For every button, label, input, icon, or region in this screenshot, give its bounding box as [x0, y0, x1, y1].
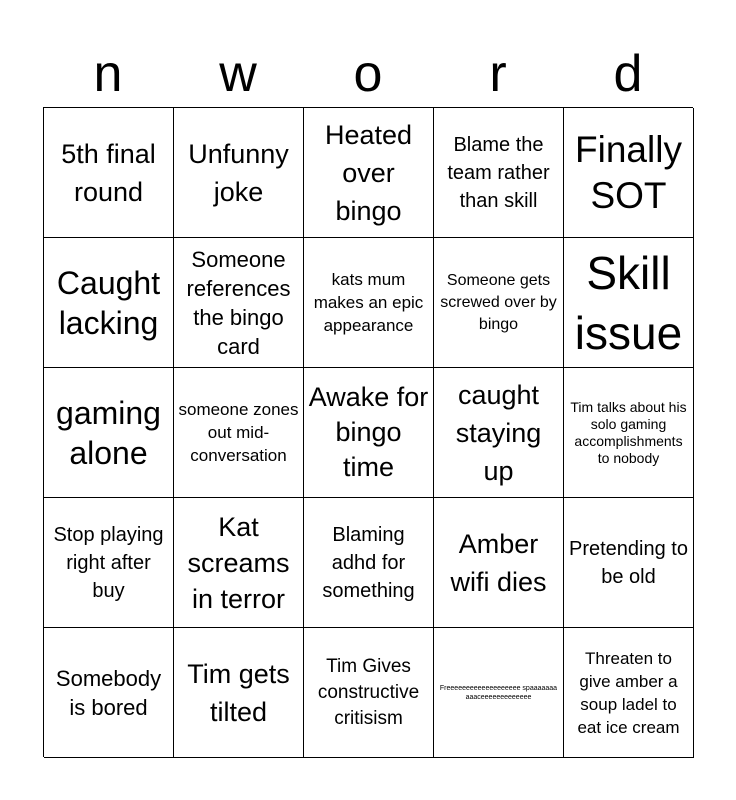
cell-text: 5th final round	[61, 138, 156, 207]
bingo-cell[interactable]	[44, 628, 174, 758]
bingo-cell[interactable]	[434, 498, 564, 628]
bingo-cell[interactable]	[44, 108, 174, 238]
cell-text: Stop playing right after buy	[53, 523, 164, 602]
cell-text: Amber wifi dies	[450, 528, 547, 597]
cell-text: Unfunny joke	[188, 138, 289, 207]
bingo-cell[interactable]	[304, 498, 434, 628]
bingo-cell[interactable]	[564, 368, 694, 498]
cell-text: Caught lacking	[56, 264, 161, 341]
bingo-cell[interactable]	[174, 628, 304, 758]
bingo-cell[interactable]	[564, 498, 694, 628]
cell-text: Kat screams in terror	[187, 511, 290, 614]
cell-text: Blame the team rather than skill	[447, 133, 550, 212]
bingo-cell[interactable]	[564, 108, 694, 238]
bingo-cell[interactable]	[44, 368, 174, 498]
cell-text: Tim gets tilted	[187, 658, 290, 727]
cell-text: Heated over bingo	[324, 119, 413, 226]
bingo-cell[interactable]	[174, 108, 304, 238]
bingo-cell[interactable]	[434, 238, 564, 368]
cell-text: someone zones out mid-conversation	[178, 400, 299, 465]
bingo-header	[43, 40, 693, 108]
cell-text: gaming alone	[56, 394, 161, 471]
cell-text: Somebody is bored	[55, 665, 162, 720]
header-letter: n	[93, 45, 123, 103]
cell-text: Pretending to be old	[569, 537, 688, 588]
cell-text: Threaten to give amber a soup ladel to eat ice cream	[577, 648, 680, 737]
header-letter: w	[219, 45, 257, 103]
bingo-cell[interactable]	[564, 238, 694, 368]
bingo-cell[interactable]	[304, 238, 434, 368]
header-letter: o	[353, 45, 383, 103]
cell-text: kats mum makes an epic appearance	[313, 270, 424, 335]
bingo-cell[interactable]	[434, 628, 564, 758]
cell-text: Freeeeeeeeeeeeeeeeeee spaaaaaaaaaaceeeeeeeeeeeee	[439, 684, 558, 701]
cell-text: Skill issue	[574, 246, 683, 359]
cell-text: Someone gets screwed over by bingo	[440, 271, 557, 333]
bingo-cell[interactable]	[304, 108, 434, 238]
bingo-cell[interactable]	[174, 238, 304, 368]
bingo-cell[interactable]	[174, 498, 304, 628]
header-letter: d	[613, 45, 643, 103]
bingo-grid	[43, 107, 693, 757]
bingo-cell[interactable]	[304, 628, 434, 758]
header-letter: r	[489, 45, 507, 103]
cell-text: Tim Gives constructive critisism	[317, 655, 420, 729]
cell-text: Awake for bingo time	[308, 382, 429, 482]
bingo-cell[interactable]	[44, 238, 174, 368]
bingo-cell[interactable]	[174, 368, 304, 498]
bingo-cell[interactable]	[304, 368, 434, 498]
bingo-cell[interactable]	[434, 368, 564, 498]
bingo-cell[interactable]	[564, 628, 694, 758]
cell-text: caught staying up	[455, 379, 542, 486]
cell-text: Blaming adhd for something	[322, 523, 415, 602]
cell-text: Someone references the bingo card	[186, 246, 291, 359]
cell-text: Finally SOT	[575, 128, 682, 216]
cell-text: Tim talks about his solo gaming accomplishments to nobody	[570, 398, 687, 466]
bingo-cell[interactable]	[44, 498, 174, 628]
bingo-cell[interactable]	[434, 108, 564, 238]
